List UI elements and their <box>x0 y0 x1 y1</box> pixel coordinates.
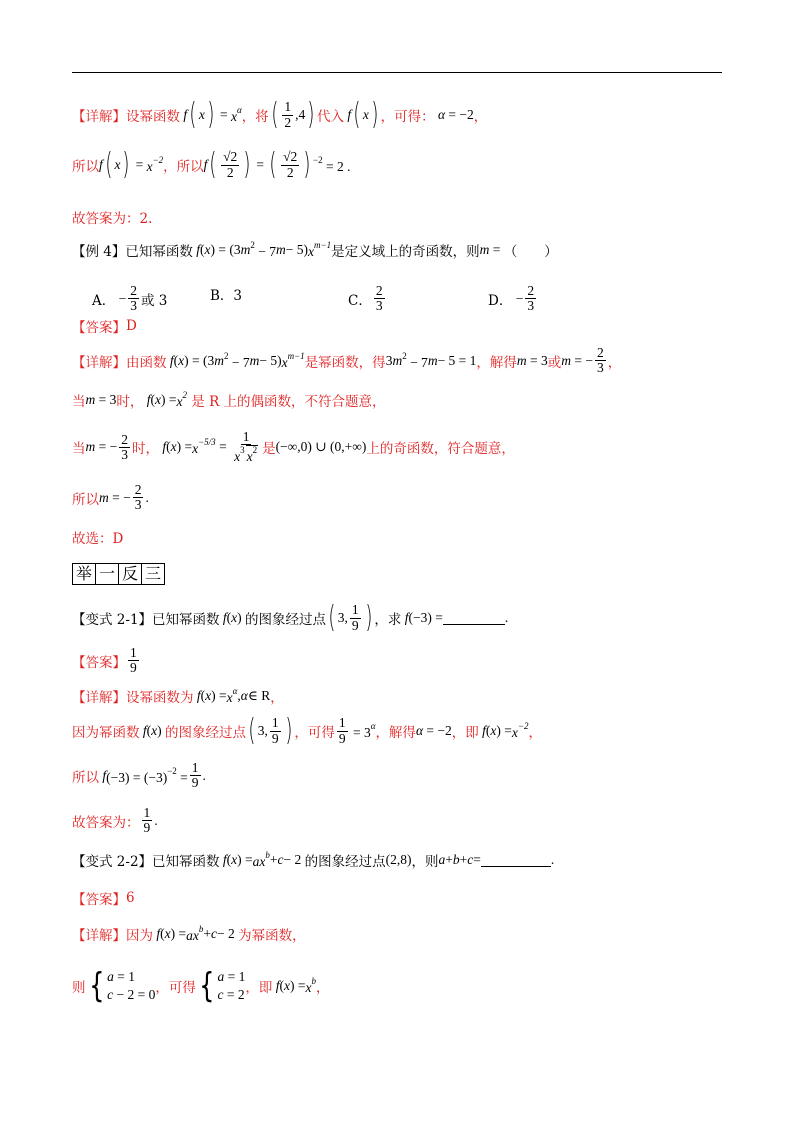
example4-detail: 【详解】 由函数 f ( x ) = (3 m $^2$ − 7 m − 5) $x^{m-1}$ 是幂函数，得 3 m $^2$ − 7 m − 5 = 1 ，解得 m = 3 或 m = − $\frac{2}{3}$ ， <box>72 345 622 376</box>
choice-a: A． − $\frac{2}{3}$ 或 3 <box>92 283 168 314</box>
var22-answer: 【答案】 6 <box>72 890 135 908</box>
prev-detail-line: 【详解】 设幂函数 f ( x ) = $x^\alpha$ ，将 ( $\frac{1}{2}$ ,4 ) 代入 f ( x ) ，可得： α = −2 ， <box>72 97 488 132</box>
var22-detail: 【详解】 因为 f ( x ) = $ax^b$ + c − 2 为幂函数， <box>72 924 306 944</box>
var22-then: 则 { a = 1 c − 2 = 0 ，可得 { a = 1 c = 2 ，即 f ( x ) = $x^b$ ， <box>72 966 330 1007</box>
var21-final: 故答案为： $\frac{1}{9}$ . <box>72 805 158 836</box>
example4-answer: 【答案】 D <box>72 318 137 336</box>
var21-because: 因为幂函数 f ( x ) 的图象经过点 ( 3, $\frac{1}{9}$ ) ，可得 $\frac{1}{9}$ = $3^\alpha$ ，解得 α = −2 ，即 f ( x ) = $x^{-2}$ ， <box>72 713 542 748</box>
var21-stem: 【变式 2-1】 已知幂函数 f ( x ) 的图象经过点 ( 3, $\frac{1}{9}$ ) ，求 f (−3) = . <box>72 600 509 635</box>
example4-case1: 当 m = 3 时， f ( x ) = $x^2$ 是 R 上的偶函数，不符合题意， <box>72 390 386 410</box>
var21-so: 所以 f $(-3) = (-3)^{-2}$ = $\frac{1}{9}$ . <box>72 760 206 791</box>
var21-detail: 【详解】 设幂函数为 f ( x ) = $x^\alpha$ , α ∈ R ， <box>72 686 284 706</box>
section-title-box: 举 一 反 三 <box>72 563 165 585</box>
choice-b: B．3 <box>210 288 243 304</box>
prev-so-line: 所以 f ( x ) = $x^{-2}$ ，所以 f ( $\frac{√2}{2}$ ) = ( $\frac{√2}{2}$ ) $^{-2}$ = 2 . <box>72 147 351 182</box>
prev-final: 故答案为：2. <box>72 211 153 227</box>
choice-d: D． − $\frac{2}{3}$ <box>488 283 535 314</box>
example4-final: 故选：D <box>72 531 124 547</box>
choice-c: C． $\frac{2}{3}$ <box>348 283 383 314</box>
example4-so: 所以 m = − $\frac{2}{3}$ . <box>72 482 149 513</box>
var22-stem: 【变式 2-2】 已知幂函数 f ( x ) = $ax^b$ + c − 2 的图象经过点 (2,8) ，则 a + b + c = . <box>72 850 555 870</box>
example4-case2: 当 m = − $\frac{2}{3}$ 时， f ( x ) = $x^{-5/3}$ = $\frac{1}{x^3 x^2}$ 是 (−∞,0) ∪ (0,+∞) 上的奇函数，符合题意， <box>72 429 515 465</box>
header-rule <box>72 72 722 73</box>
var21-answer: 【答案】 $\frac{1}{9}$ <box>72 645 137 676</box>
example4-stem: 【例 4】 已知幂函数 f ( x ) = (3 m $^2$ − 7 m − 5) $x^{m-1}$ 是定义域上的奇函数，则 m = （ ） <box>72 240 558 260</box>
